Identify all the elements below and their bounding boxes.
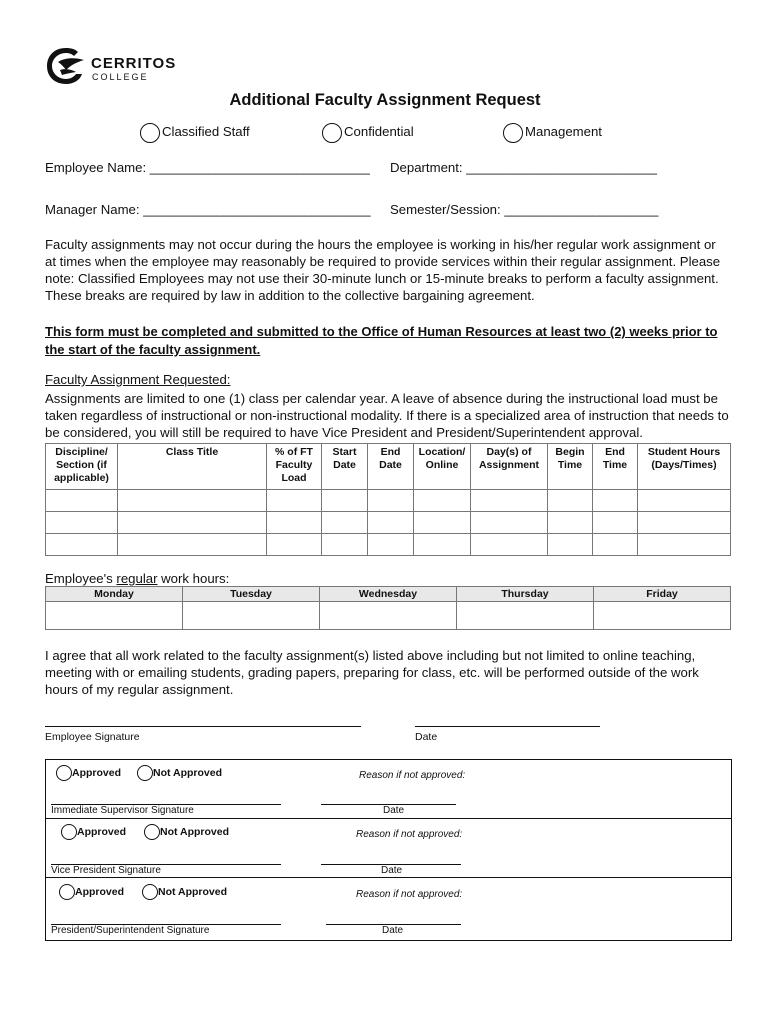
table-cell[interactable]: [118, 534, 267, 556]
table-cell[interactable]: [471, 512, 548, 534]
col-days: Day(s) of Assignment: [471, 444, 548, 490]
table-cell[interactable]: [368, 490, 414, 512]
radio-circle-icon[interactable]: [59, 884, 75, 900]
approval-box-president: [45, 877, 732, 941]
work-hours-label-pre: Employee's: [45, 571, 117, 586]
work-hours-cell[interactable]: [46, 602, 183, 630]
col-location: Location/ Online: [414, 444, 471, 490]
radio-circle-icon[interactable]: [61, 824, 77, 840]
day-monday: Monday: [46, 587, 183, 602]
logo-line2: COLLEGE: [92, 72, 149, 82]
not-approved-radio[interactable]: [137, 765, 222, 781]
table-row: [46, 490, 731, 512]
section-heading: Faculty Assignment Requested:: [45, 372, 231, 387]
policy-paragraph: Faculty assignments may not occur during the hours the employee is working in his/her regular work assignment or at times when the employee may reasonably be required to provide services within their regular assignment. Please note: Classified Employees may not use their 30-minute lunch or 15-minute breaks to perform a faculty assignment. These breaks are required by law in addition to the collective bargaining agreement.: [45, 237, 721, 303]
col-begin-time: Begin Time: [548, 444, 593, 490]
radio-label: Management: [525, 124, 602, 140]
radio-circle-icon[interactable]: [322, 123, 342, 143]
radio-classified-staff[interactable]: [140, 123, 250, 143]
approved-radio[interactable]: [59, 884, 124, 900]
table-cell[interactable]: [548, 534, 593, 556]
col-discipline: Discipline/ Section (if applicable): [46, 444, 118, 490]
not-approved-label: Not Approved: [160, 825, 230, 838]
day-wednesday: Wednesday: [320, 587, 457, 602]
employee-signature-label: Employee Signature: [45, 731, 140, 743]
manager-name-field[interactable]: Manager Name: _______________________________: [45, 202, 371, 217]
table-cell[interactable]: [471, 490, 548, 512]
col-start-date: Start Date: [322, 444, 368, 490]
table-cell[interactable]: [118, 512, 267, 534]
signer-label: Vice President Signature: [51, 865, 161, 876]
assignment-limits-paragraph: Assignments are limited to one (1) class per calendar year. A leave of absence during the instructional load must be taken regardless of instructional or non-instructional modality. If there is a specialized area of instruction that needs to be considered, you will still be required to have Vice President and President/Superintendent approval.: [45, 391, 729, 440]
radio-circle-icon[interactable]: [144, 824, 160, 840]
day-tuesday: Tuesday: [183, 587, 320, 602]
submission-notice: This form must be completed and submitted to the Office of Human Resources at least two (2) weeks prior to the start of the faculty assignment.: [45, 324, 718, 357]
approved-radio[interactable]: [56, 765, 121, 781]
logo: [44, 44, 177, 89]
approval-box-supervisor: [45, 759, 732, 819]
approved-label: Approved: [77, 825, 127, 838]
work-hours-cell[interactable]: [320, 602, 457, 630]
col-ft-load: % of FT Faculty Load: [267, 444, 322, 490]
employee-date-label: Date: [415, 731, 438, 743]
table-cell[interactable]: [46, 512, 118, 534]
radio-circle-icon[interactable]: [137, 765, 153, 781]
table-cell[interactable]: [593, 512, 638, 534]
table-row: [46, 512, 731, 534]
table-cell[interactable]: [414, 534, 471, 556]
page-title: Additional Faculty Assignment Request: [229, 91, 541, 109]
table-cell[interactable]: [548, 490, 593, 512]
work-hours-cell[interactable]: [183, 602, 320, 630]
work-hours-cell[interactable]: [457, 602, 594, 630]
date-label: Date: [381, 865, 403, 876]
work-hours-header-row: [46, 587, 731, 602]
signer-label: Immediate Supervisor Signature: [51, 805, 194, 816]
agreement-paragraph: I agree that all work related to the faculty assignment(s) listed above including but not limited to online teaching, meeting with or emailing students, grading papers, preparing for class, etc. will be performed outside of the work hours of my regular assignment.: [45, 648, 699, 697]
table-cell[interactable]: [638, 490, 731, 512]
work-hours-cell[interactable]: [594, 602, 731, 630]
radio-circle-icon[interactable]: [503, 123, 523, 143]
cerritos-bird-icon: [44, 44, 88, 88]
approved-label: Approved: [72, 766, 122, 779]
table-cell[interactable]: [46, 534, 118, 556]
table-cell[interactable]: [368, 534, 414, 556]
col-end-time: End Time: [593, 444, 638, 490]
approved-label: Approved: [75, 885, 125, 898]
table-header-row: [46, 444, 731, 490]
work-hours-row: [46, 602, 731, 630]
not-approved-radio[interactable]: [142, 884, 227, 900]
radio-label: Classified Staff: [162, 124, 250, 140]
table-cell[interactable]: [368, 512, 414, 534]
semester-field[interactable]: Semester/Session: _____________________: [390, 202, 659, 217]
approved-radio[interactable]: [61, 824, 126, 840]
table-cell[interactable]: [471, 534, 548, 556]
approval-box-vice-president: [45, 818, 732, 878]
reason-label: Reason if not approved:: [356, 889, 463, 900]
radio-label: Confidential: [344, 124, 414, 140]
employee-signature-line[interactable]: [45, 726, 361, 727]
radio-confidential[interactable]: [322, 123, 414, 143]
table-cell[interactable]: [322, 512, 368, 534]
table-cell[interactable]: [593, 490, 638, 512]
radio-circle-icon[interactable]: [142, 884, 158, 900]
radio-circle-icon[interactable]: [140, 123, 160, 143]
not-approved-radio[interactable]: [144, 824, 229, 840]
table-cell[interactable]: [322, 534, 368, 556]
not-approved-label: Not Approved: [153, 766, 223, 779]
radio-circle-icon[interactable]: [56, 765, 72, 781]
table-row: [46, 534, 731, 556]
reason-label: Reason if not approved:: [359, 770, 466, 781]
radio-management[interactable]: [503, 123, 602, 143]
table-cell[interactable]: [267, 490, 322, 512]
col-student-hours: Student Hours (Days/Times): [638, 444, 731, 490]
reason-label: Reason if not approved:: [356, 829, 463, 840]
col-end-date: End Date: [368, 444, 414, 490]
table-cell[interactable]: [638, 534, 731, 556]
work-hours-label-post: work hours:: [157, 571, 230, 586]
table-cell[interactable]: [638, 512, 731, 534]
table-cell[interactable]: [46, 490, 118, 512]
table-cell[interactable]: [322, 490, 368, 512]
table-cell[interactable]: [593, 534, 638, 556]
employee-name-field[interactable]: Employee Name: ______________________________: [45, 160, 370, 175]
table-cell[interactable]: [118, 490, 267, 512]
table-cell[interactable]: [414, 490, 471, 512]
table-cell[interactable]: [414, 512, 471, 534]
work-hours-label-regular: regular: [116, 571, 158, 586]
day-friday: Friday: [594, 587, 731, 602]
department-field[interactable]: Department: __________________________: [390, 160, 657, 175]
not-approved-label: Not Approved: [158, 885, 228, 898]
table-cell[interactable]: [267, 512, 322, 534]
date-label: Date: [383, 805, 405, 816]
day-thursday: Thursday: [457, 587, 594, 602]
employee-date-line[interactable]: [415, 726, 600, 727]
assignment-table: [45, 443, 731, 556]
col-class-title: Class Title: [118, 444, 267, 490]
date-label: Date: [382, 925, 404, 936]
work-hours-table: [45, 586, 731, 630]
table-cell[interactable]: [267, 534, 322, 556]
signer-label: President/Superintendent Signature: [51, 925, 210, 936]
logo-line1: CERRITOS: [91, 55, 177, 72]
work-hours-label: [45, 570, 229, 587]
table-cell[interactable]: [548, 512, 593, 534]
